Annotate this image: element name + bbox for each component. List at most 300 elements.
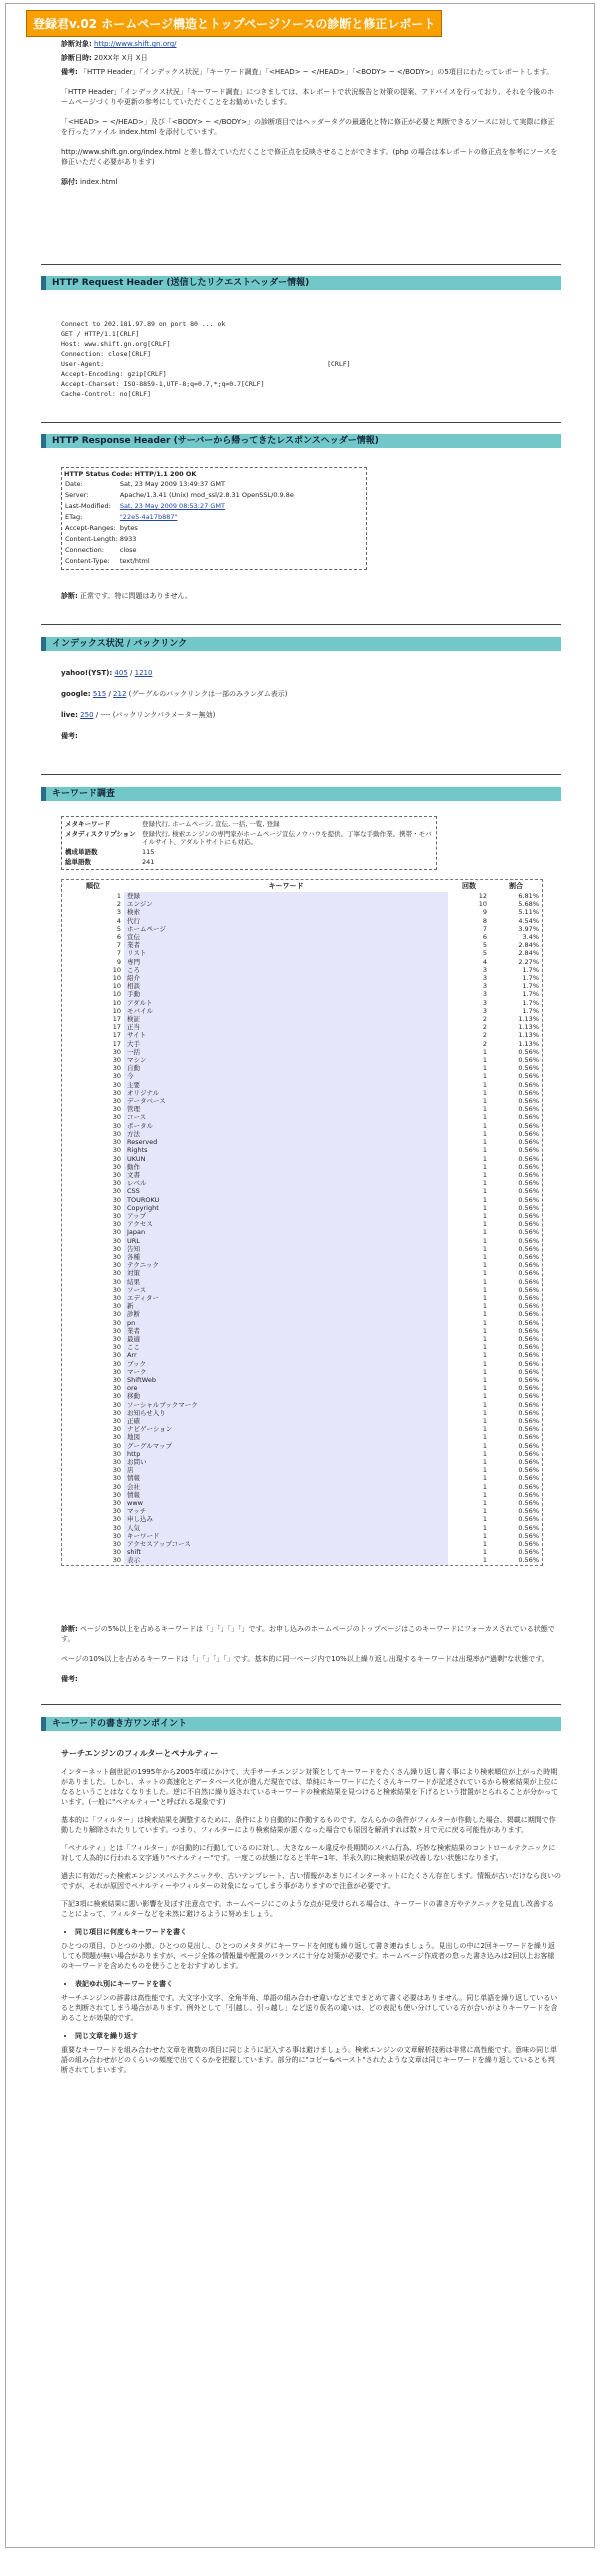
keyword-cell: 情報 <box>124 1491 448 1499</box>
date-value: 20XX年 X月 X日 <box>94 54 148 62</box>
index-info <box>61 667 561 743</box>
ratio-cell: 0.56% <box>518 1531 539 1540</box>
report-page <box>5 3 595 2548</box>
ratio-cell: 0.56% <box>518 1334 539 1343</box>
keyword-cell: CSS <box>124 1187 448 1195</box>
ratio-cell: 0.56% <box>518 1277 539 1286</box>
ratio-cell: 0.56% <box>518 1400 539 1409</box>
rank-cell: 30 <box>112 1310 121 1319</box>
keyword-cell: アクセス <box>124 1220 448 1228</box>
ratio-cell: 0.56% <box>518 1097 539 1106</box>
keyword-cell: 検索 <box>124 908 448 916</box>
ratio-cell: 3.4% <box>522 933 539 942</box>
rank-cell: 30 <box>112 1417 121 1425</box>
keyword-cell: 管理 <box>124 1105 448 1113</box>
rank-cell: 1 <box>116 892 121 900</box>
keyword-cell: ore <box>124 1384 448 1392</box>
ratio-cell: 0.56% <box>518 1269 539 1278</box>
intro-paragraph-2: 「<HEAD> ~ </HEAD>」及び「<BODY> ~ </BODY>」の診断項目ではヘッダータグの最適化と特に修正が必要と判断できるソースに対して実際に修正を行ったファイル index.html を添付しています。 <box>61 118 555 136</box>
keyword-cell: 人気 <box>124 1524 448 1532</box>
keyword-cell: 専門 <box>124 958 448 966</box>
ratio-cell: 0.56% <box>518 1244 539 1253</box>
count-cell: 6 <box>482 933 487 942</box>
rank-cell: 30 <box>112 1129 121 1138</box>
keyword-row <box>62 1556 542 1564</box>
advice-bullet: • 同じ文章を繰り返す <box>75 2031 561 2041</box>
rank-cell: 9 <box>116 957 121 966</box>
count-cell: 5 <box>482 949 487 958</box>
ratio-cell: 0.56% <box>518 1261 539 1270</box>
advice-bullet-text: 重要なキーワードを組み合わせた文章を複数の項目に同じように記入する事は避けましょう。検索エンジンの文章解析技術は非常に高性能です。意味の同じ単語の組み合わせがどのくらいの頻度で出てくるかを把握しています。部分的に"コピー&ペースト"されたような文章は同じキーワードを繰り返しているとも判断されてしまいます。 <box>61 2046 558 2074</box>
count-cell: 1 <box>482 1056 487 1065</box>
rank-cell: 30 <box>112 1220 121 1229</box>
ratio-cell: 0.56% <box>518 1548 539 1557</box>
ratio-cell: 0.56% <box>518 1072 539 1081</box>
keyword-cell: コース <box>124 1113 448 1121</box>
status-code: HTTP Status Code: HTTP/1.1 200 OK <box>64 470 197 478</box>
rank-cell: 10 <box>112 982 121 991</box>
ratio-cell: 0.56% <box>518 1047 539 1056</box>
yahoo-index-link[interactable]: 405 <box>114 669 128 677</box>
keyword-cell: URL <box>124 1237 448 1245</box>
ratio-cell: 0.56% <box>518 1203 539 1212</box>
keyword-cell: お問い <box>124 1458 448 1466</box>
rank-cell: 17 <box>112 1039 121 1048</box>
keyword-row <box>62 1433 542 1441</box>
count-cell: 1 <box>482 1105 487 1114</box>
keyword-row <box>62 1499 542 1507</box>
ratio-cell: 0.56% <box>518 1138 539 1147</box>
divider <box>41 1704 561 1705</box>
keyword-cell: pn <box>124 1319 448 1327</box>
rank-cell: 3 <box>116 908 121 917</box>
keyword-row <box>62 958 542 966</box>
count-cell: 1 <box>482 1548 487 1557</box>
rank-cell: 30 <box>112 1490 121 1499</box>
count-cell: 1 <box>482 1359 487 1368</box>
ratio-cell: 0.56% <box>518 1293 539 1302</box>
count-cell: 1 <box>482 1261 487 1270</box>
rank-cell: 30 <box>112 1548 121 1557</box>
rank-cell: 30 <box>112 1146 121 1155</box>
ratio-cell: 4.54% <box>518 916 539 925</box>
ratio-cell: 0.56% <box>518 1449 539 1458</box>
ratio-cell: 0.56% <box>518 1343 539 1352</box>
advice-paragraph: 過去に有効だった検索エンジンスパムテクニックや、古いテンプレート、古い情報があまりにインターネットにたくさん存在します。情報が古いだけなら良いのですが、それが原因でペナルティーやフィルターの対象になってしまう事がありますので注意が必要です。 <box>61 1872 562 1890</box>
keyword-row <box>62 1245 542 1253</box>
keyword-cell: 宣伝 <box>124 933 448 941</box>
keyword-cell: http <box>124 1450 448 1458</box>
ratio-cell: 0.56% <box>518 1064 539 1073</box>
keyword-row <box>62 1515 542 1523</box>
section-keyword: キーワード調査 <box>41 787 561 801</box>
advice-body <box>61 1749 561 2075</box>
keyword-cell: 相談 <box>124 982 448 990</box>
count-cell: 1 <box>482 1531 487 1540</box>
rank-cell: 7 <box>116 949 121 958</box>
count-cell: 5 <box>482 941 487 950</box>
rank-cell: 30 <box>112 1556 121 1565</box>
ratio-cell: 0.56% <box>518 1474 539 1483</box>
target-label: 診断対象: <box>61 40 92 48</box>
count-cell: 1 <box>482 1523 487 1532</box>
count-cell: 1 <box>482 1474 487 1483</box>
count-cell: 3 <box>482 965 487 974</box>
google-backlink-link[interactable]: 212 <box>113 690 127 698</box>
rank-cell: 17 <box>112 1023 121 1032</box>
keyword-cell: 対策 <box>124 1269 448 1277</box>
rank-cell: 30 <box>112 1179 121 1188</box>
keyword-row <box>62 1483 542 1491</box>
keyword-row <box>62 1081 542 1089</box>
keyword-row <box>62 990 542 998</box>
keyword-cell: 方法 <box>124 1130 448 1138</box>
keyword-cell: マーク <box>124 1368 448 1376</box>
rank-cell: 2 <box>116 900 121 909</box>
response-row: Last-Modified: Sat, 23 May 2009 08:53:27 GMT <box>65 502 225 510</box>
keyword-cell: エンジン <box>124 900 448 908</box>
divider <box>41 624 561 625</box>
keyword-cell: 業者 <box>124 1327 448 1335</box>
count-cell: 8 <box>482 916 487 925</box>
keyword-cell: 会社 <box>124 1483 448 1491</box>
keyword-row <box>62 1442 542 1450</box>
rank-cell: 30 <box>112 1056 121 1065</box>
rank-cell: 30 <box>112 1359 121 1368</box>
index-note-label: 備考: <box>61 732 78 740</box>
count-cell: 1 <box>482 1499 487 1508</box>
count-cell: 1 <box>482 1244 487 1253</box>
ratio-cell: 5.68% <box>518 900 539 909</box>
keyword-row <box>62 1474 542 1482</box>
col-rank: 順位 <box>86 882 100 890</box>
rank-cell: 10 <box>112 1006 121 1015</box>
section-response-header: HTTP Response Header (サーバーから帰ってきたレスポンスヘッダー情報) <box>41 434 561 448</box>
keyword-cell: 移動 <box>124 1392 448 1400</box>
rank-cell: 30 <box>112 1425 121 1434</box>
rank-cell: 17 <box>112 1031 121 1040</box>
rank-cell: 30 <box>112 1113 121 1122</box>
keyword-row <box>62 949 542 957</box>
keyword-row <box>62 1360 542 1368</box>
keyword-cell: マシン <box>124 1056 448 1064</box>
keyword-cell: 大手 <box>124 1040 448 1048</box>
keyword-cell: モバイル <box>124 1007 448 1015</box>
keyword-row <box>62 1417 542 1425</box>
keyword-cell: 動作 <box>124 1163 448 1171</box>
keyword-row <box>62 1491 542 1499</box>
keyword-row <box>62 1196 542 1204</box>
keyword-row <box>62 1392 542 1400</box>
ratio-cell: 2.27% <box>518 957 539 966</box>
count-cell: 1 <box>482 1400 487 1409</box>
response-row: ETag: "22e5-4a17b887" <box>65 513 178 521</box>
count-cell: 1 <box>482 1064 487 1073</box>
rank-cell: 30 <box>112 1097 121 1106</box>
count-cell: 1 <box>482 1211 487 1220</box>
count-cell: 1 <box>482 1425 487 1434</box>
section-index-status: インデックス状況 / バックリンク <box>41 637 561 651</box>
ratio-cell: 0.56% <box>518 1146 539 1155</box>
rank-cell: 30 <box>112 1064 121 1073</box>
rank-cell: 30 <box>112 1252 121 1261</box>
rank-cell: 4 <box>116 916 121 925</box>
divider <box>41 264 561 265</box>
keyword-cell: 診断 <box>124 1310 448 1318</box>
ratio-cell: 0.56% <box>518 1080 539 1089</box>
ratio-cell: 0.56% <box>518 1121 539 1130</box>
section-advice: キーワードの書き方ワンポイント <box>41 1717 561 1731</box>
ratio-cell: 0.56% <box>518 1540 539 1549</box>
keyword-row <box>62 1040 542 1048</box>
rank-cell: 30 <box>112 1531 121 1540</box>
keyword-row <box>62 1007 542 1015</box>
keyword-row <box>62 1204 542 1212</box>
ratio-cell: 0.56% <box>518 1507 539 1516</box>
rank-cell: 30 <box>112 1482 121 1491</box>
col-keyword: キーワード <box>268 882 304 890</box>
keyword-cell: アクセスアップコース <box>124 1540 448 1548</box>
ratio-cell: 5.11% <box>518 908 539 917</box>
section-request-header: HTTP Request Header (送信したリクエストヘッダー情報) <box>41 276 561 290</box>
keyword-cell: 業者 <box>124 941 448 949</box>
keyword-row <box>62 1278 542 1286</box>
count-cell: 3 <box>482 990 487 999</box>
keyword-cell: 店 <box>124 1466 448 1474</box>
advice-bullet-text: ひとつの項目、ひとつの小節、ひとつの見出し、ひとつのメタタグにキーワードを何度も繰り返して書き連ねましょう。見出しの中に2回キーワードを繰り返しても問題が無い場合がありますが、ページ全体の情報量や配置のバランスに十分な対策が必要です。ホームページ作成者の怠った書き込みは2回以上お客様のキーワードを含めたものを使うことをおすすめします。 <box>61 1942 555 1970</box>
keyword-row <box>62 974 542 982</box>
ratio-cell: 0.56% <box>518 1482 539 1491</box>
keyword-cell: 告知 <box>124 1245 448 1253</box>
rank-cell: 30 <box>112 1302 121 1311</box>
keyword-row <box>62 1524 542 1532</box>
count-cell: 1 <box>482 1384 487 1393</box>
live-row: live: 250 / ---- (バックリンクパラメーター無効) <box>61 711 216 719</box>
rank-cell: 30 <box>112 1523 121 1532</box>
keyword-row <box>62 1450 542 1458</box>
rank-cell: 30 <box>112 1408 121 1417</box>
keyword-row <box>62 1343 542 1351</box>
keyword-row <box>62 1072 542 1080</box>
request-line: Accept-Charset: ISO-8859-1,UTF-8;q=0.7,*;q=0.7[CRLF] <box>61 380 265 388</box>
count-cell: 1 <box>482 1113 487 1122</box>
ratio-cell: 0.56% <box>518 1384 539 1393</box>
ratio-cell: 0.56% <box>518 1285 539 1294</box>
count-cell: 1 <box>482 1252 487 1261</box>
ratio-cell: 0.56% <box>518 1211 539 1220</box>
count-cell: 1 <box>482 1392 487 1401</box>
rank-cell: 17 <box>112 1015 121 1024</box>
request-lines <box>61 319 561 399</box>
meta-desc-value: 登録代行, 検索エンジンの専門家がホームページ宣伝ノウハウを提供。丁寧な手動作業。携帯・モバイルサイト、アダルトサイトにも対応。 <box>142 830 432 846</box>
keyword-cell: データベース <box>124 1097 448 1105</box>
count-cell: 2 <box>482 1039 487 1048</box>
keyword-row <box>62 1105 542 1113</box>
rank-cell: 30 <box>112 1375 121 1384</box>
rank-cell: 30 <box>112 1499 121 1508</box>
response-box <box>61 467 367 570</box>
count-cell: 1 <box>482 1343 487 1352</box>
count-cell: 1 <box>482 1179 487 1188</box>
word-count: 115 <box>142 848 155 856</box>
ratio-cell: 0.56% <box>518 1441 539 1450</box>
request-line: GET / HTTP/1.1[CRLF] <box>61 330 140 338</box>
keyword-row <box>62 925 542 933</box>
keyword-row <box>62 1294 542 1302</box>
count-cell: 1 <box>482 1351 487 1360</box>
rank-cell: 30 <box>112 1187 121 1196</box>
count-cell: 1 <box>482 1449 487 1458</box>
keyword-cell: グーグルマップ <box>124 1442 448 1450</box>
response-row: Server: Apache/1.3.41 (Unix) mod_ssl/2.8.31 OpenSSL/0.9.8e <box>65 491 294 499</box>
count-cell: 2 <box>482 1015 487 1024</box>
ratio-cell: 0.56% <box>518 1179 539 1188</box>
live-index-link[interactable]: 250 <box>80 711 94 719</box>
ratio-cell: 0.56% <box>518 1056 539 1065</box>
ratio-cell: 0.56% <box>518 1392 539 1401</box>
rank-cell: 6 <box>116 933 121 942</box>
count-cell: 1 <box>482 1375 487 1384</box>
count-cell: 9 <box>482 908 487 917</box>
keyword-cell: ここ <box>124 1343 448 1351</box>
ratio-cell: 0.56% <box>518 1458 539 1467</box>
keyword-cell: shift <box>124 1548 448 1556</box>
date-label: 診断日時: <box>61 54 92 62</box>
count-cell: 10 <box>478 900 487 909</box>
advice-bullet: • 同じ項目に何度もキーワードを書く <box>75 1927 561 1937</box>
keyword-cell: テクニック <box>124 1261 448 1269</box>
keyword-cell: マッチ <box>124 1507 448 1515</box>
ratio-cell: 0.56% <box>518 1523 539 1532</box>
rank-cell: 30 <box>112 1121 121 1130</box>
intro-paragraph-1: 「HTTP Header」「インデックス状況」「キーワード調査」につきましては、本レポートで状況報告と対策の提案、アドバイスを行っており、それを今後のホームページづくりや更新の参考にしていただくことをお勧めいたします。 <box>61 88 555 106</box>
target-url-link[interactable]: http://www.shift.gn.org/ <box>94 40 177 48</box>
rank-cell: 10 <box>112 965 121 974</box>
ratio-cell: 0.56% <box>518 1515 539 1524</box>
rank-cell: 30 <box>112 1195 121 1204</box>
keyword-row <box>62 1401 542 1409</box>
keyword-cell: TOUROKU <box>124 1196 448 1204</box>
response-diagnosis: 診断: 正常です。特に問題はありません。 <box>61 592 192 600</box>
keyword-cell: 最適 <box>124 1335 448 1343</box>
ratio-cell: 1.7% <box>522 990 539 999</box>
keyword-cell: ころ <box>124 966 448 974</box>
count-cell: 1 <box>482 1138 487 1147</box>
rank-cell: 30 <box>112 1138 121 1147</box>
attach-value: index.html <box>80 178 118 186</box>
response-row: Connection: close <box>65 546 137 554</box>
count-cell: 2 <box>482 1023 487 1032</box>
keyword-row <box>62 1171 542 1179</box>
keyword-cell: 代行 <box>124 917 448 925</box>
ratio-cell: 2.84% <box>518 941 539 950</box>
ratio-cell: 0.56% <box>518 1433 539 1442</box>
keyword-row <box>62 1319 542 1327</box>
count-cell: 1 <box>482 1195 487 1204</box>
count-cell: 1 <box>482 1146 487 1155</box>
rank-cell: 30 <box>112 1072 121 1081</box>
keyword-diagnosis: 診断: ページの5%以上を占めるキーワードは「」「」「」「」です。お申し込みのホームページのトップページはこのキーワードにフォーカスされている状態です。 ページの10%以上を占めるキーワードは「」「」「」「」です。基本的に同一ページ内で10%以上繰り返し出現するキーワードは出現率が"過剰"な状態です。 備考: <box>61 1625 555 1683</box>
rank-cell: 30 <box>112 1540 121 1549</box>
count-cell: 1 <box>482 1334 487 1343</box>
keyword-row <box>62 1458 542 1466</box>
count-cell: 1 <box>482 1417 487 1425</box>
ratio-cell: 0.56% <box>518 1351 539 1360</box>
count-cell: 1 <box>482 1088 487 1097</box>
keyword-cell: Reserved <box>124 1138 448 1146</box>
meta-keyword-value: 登録代行, ホームページ, 宣伝, 一括, 一覧, 登録 <box>142 820 280 828</box>
ratio-cell: 0.56% <box>518 1105 539 1114</box>
rank-cell: 30 <box>112 1170 121 1179</box>
count-cell: 2 <box>482 1031 487 1040</box>
count-cell: 1 <box>482 1507 487 1516</box>
keyword-row <box>62 1113 542 1121</box>
keyword-row <box>62 1122 542 1130</box>
google-index-link[interactable]: 515 <box>92 690 107 698</box>
count-cell: 1 <box>482 1310 487 1319</box>
rank-cell: 30 <box>112 1326 121 1335</box>
ratio-cell: 0.56% <box>518 1252 539 1261</box>
count-cell: 1 <box>482 1433 487 1442</box>
rank-cell: 30 <box>112 1466 121 1475</box>
rank-cell: 30 <box>112 1261 121 1270</box>
rank-cell: 30 <box>112 1351 121 1360</box>
advice-paragraph: 下記3項に検索結果に悪い影響を及ぼす注意点です。ホームページにこのような点が見受けられる場合は、キーワードの書き方やテクニックを見直し改善することによって、フィルターなどを未然に避けるように努めましょう。 <box>61 1900 555 1918</box>
count-cell: 1 <box>482 1170 487 1179</box>
rank-cell: 30 <box>112 1343 121 1352</box>
total-words: 241 <box>142 858 155 866</box>
keyword-row <box>62 1376 542 1384</box>
keyword-row <box>62 892 542 900</box>
keyword-cell: Rights <box>124 1146 448 1154</box>
rank-cell: 7 <box>116 941 121 950</box>
ratio-cell: 0.56% <box>518 1236 539 1245</box>
yahoo-row: yahoo!(YST): 405 / 1210 <box>61 669 153 677</box>
keyword-cell: 手動 <box>124 990 448 998</box>
ratio-cell: 0.56% <box>518 1425 539 1434</box>
rank-cell: 10 <box>112 974 121 983</box>
ratio-cell: 0.56% <box>518 1326 539 1335</box>
count-cell: 1 <box>482 1515 487 1524</box>
keyword-row <box>62 1286 542 1294</box>
keyword-row <box>62 1031 542 1039</box>
report-meta <box>61 39 561 187</box>
keyword-cell: 登録 <box>124 892 448 900</box>
keyword-cell: 主要 <box>124 1081 448 1089</box>
count-cell: 3 <box>482 998 487 1007</box>
keyword-cell: アップ <box>124 1212 448 1220</box>
keyword-cell: Copyright <box>124 1204 448 1212</box>
request-line: Connection: close[CRLF] <box>61 350 152 358</box>
keyword-cell: 紹介 <box>124 974 448 982</box>
count-cell: 1 <box>482 1285 487 1294</box>
count-cell: 1 <box>482 1441 487 1450</box>
ratio-cell: 0.56% <box>518 1367 539 1376</box>
keyword-row <box>62 1212 542 1220</box>
rank-cell: 10 <box>112 990 121 999</box>
keyword-row <box>62 1179 542 1187</box>
count-cell: 1 <box>482 1556 487 1565</box>
keyword-cell: UKUN <box>124 1155 448 1163</box>
attach-label: 添付: <box>61 178 78 186</box>
count-cell: 1 <box>482 1466 487 1475</box>
rank-cell: 30 <box>112 1228 121 1237</box>
response-row: Content-Type: text/html <box>65 557 150 565</box>
keyword-cell: キーワード <box>124 1532 448 1540</box>
keyword-cell: 正確 <box>124 1417 448 1425</box>
keyword-row <box>62 1187 542 1195</box>
yahoo-backlink-link[interactable]: 1210 <box>134 669 153 677</box>
